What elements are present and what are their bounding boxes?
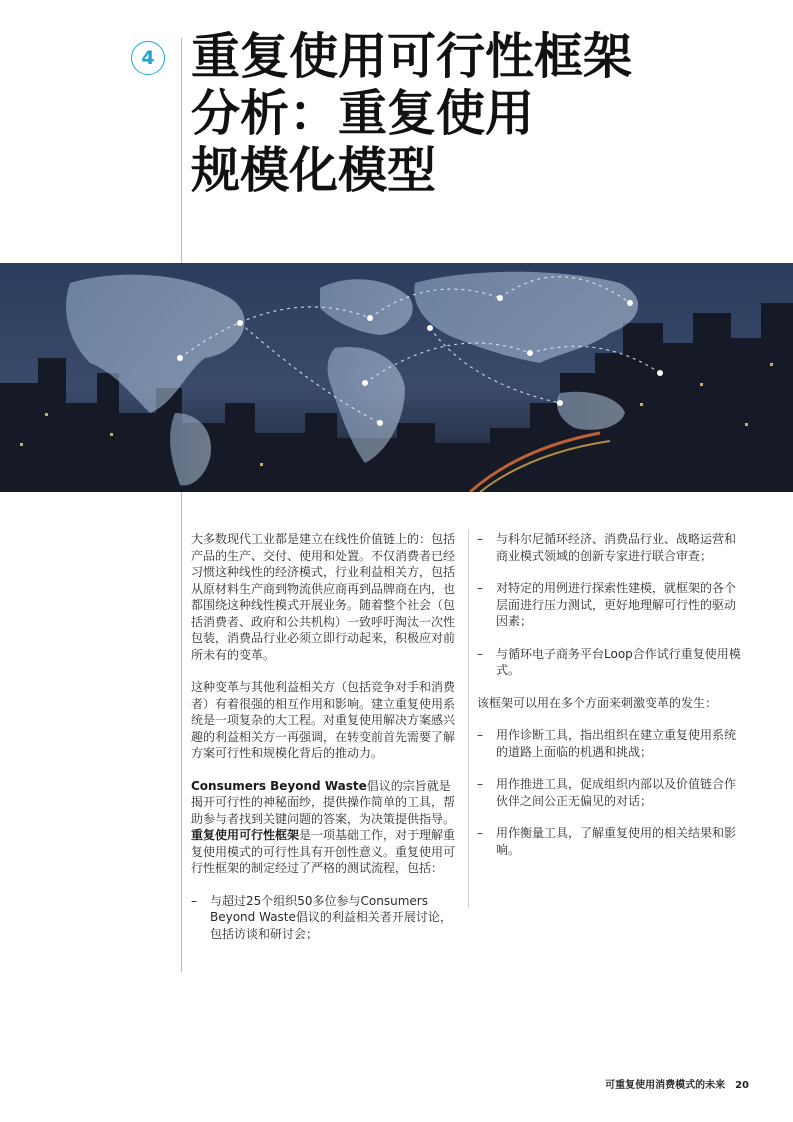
right-column — [477, 531, 745, 874]
hero-image — [0, 263, 793, 492]
dash-marker: – — [191, 893, 197, 908]
paragraph-uses-intro: 该框架可以用在多个方面来刺激变革的发生： — [477, 695, 718, 710]
divider-line-top — [181, 38, 182, 263]
title-line-3: 规模化模型 — [191, 142, 437, 199]
dash-marker: – — [477, 646, 483, 661]
dash-marker: – — [477, 728, 483, 742]
dash-marker: – — [477, 532, 483, 546]
divider-line-bottom — [181, 492, 182, 972]
page-footer — [605, 1076, 749, 1091]
dash-marker: – — [477, 581, 483, 595]
title-line-1: 重复使用可行性框架 — [191, 28, 633, 85]
framework-uses-list — [477, 727, 745, 858]
list-item — [477, 531, 745, 564]
column-divider — [468, 530, 469, 908]
list-item — [477, 727, 745, 760]
list-item-text: 与科尔尼循环经济、消费品行业、战略运营和商业模式领域的创新专家进行联合审查； — [496, 532, 737, 563]
list-item-text: 用作诊断工具，指出组织在建立重复使用系统的道路上面临的机遇和挑战； — [496, 728, 737, 759]
section-number-badge — [131, 41, 165, 75]
initiative-name: Consumers Beyond Waste — [191, 778, 367, 793]
section-number: 4 — [141, 47, 155, 69]
paragraph-initiative — [191, 778, 459, 877]
list-item — [477, 825, 745, 858]
list-item-text: 与超过25个组织50多位参与Consumers Beyond Waste倡议的利益相关者开展讨论，包括访谈和研讨会； — [210, 893, 452, 941]
initiative-text-2: 是一项基础工作，对于理解重复使用模式的可行性具有开创性意义。重复使用可行性框架的制定经过了严格的测试流程，包括： — [191, 828, 456, 875]
paragraph-intro: 大多数现代工业都是建立在线性价值链上的：包括产品的生产、交付、使用和处置。不仅消费者已经习惯这种线性的经济模式，行业利益相关方，包括从原材料生产商到物流供应商再到品牌商在内，也都围绕这种线性模式开展业务。随着整个社会（包括消费者、政府和公共机构）一致呼吁淘汰一次性包装，消费品行业必须立即行动起来，积极应对前所未有的变革。 — [191, 532, 456, 662]
list-item-text: 与循环电子商务平台Loop合作试行重复使用模式。 — [496, 646, 741, 677]
page-title — [191, 28, 751, 199]
list-item — [477, 776, 745, 809]
dash-marker: – — [477, 777, 483, 791]
testing-process-list — [191, 893, 459, 943]
list-item — [477, 580, 745, 630]
paragraph-stakeholders: 这种变革与其他利益相关方（包括竞争对手和消费者）有着很强的相互作用和影响。建立重复使用系统是一项复杂的大工程。对重复使用解决方案感兴趣的利益相关方一再强调，在转变前首先需要了解方案可行性和规模化背后的推动力。 — [191, 680, 456, 760]
framework-name: 重复使用可行性框架 — [191, 828, 300, 842]
list-item-text: 用作衡量工具，了解重复使用的相关结果和影响。 — [496, 826, 737, 857]
list-item — [191, 893, 459, 943]
title-line-2: 分析：重复使用 — [191, 85, 535, 142]
testing-process-list-continued — [477, 531, 745, 679]
list-item-text: 用作推进工具，促成组织内部以及价值链合作伙伴之间公正无偏见的对话； — [496, 777, 737, 808]
list-item-text: 对特定的用例进行探索性建模，就框架的各个层面进行压力测试，更好地理解可行性的驱动因素； — [496, 581, 737, 628]
footer-title: 可重复使用消费模式的未来 — [605, 1080, 726, 1091]
left-column — [191, 531, 459, 958]
page-number: 20 — [735, 1080, 749, 1091]
dash-marker: – — [477, 826, 483, 840]
list-item — [477, 646, 745, 679]
initiative-text-1: 倡议的宗旨就是揭开可行性的神秘面纱，提供操作简单的工具，帮助参与者找到关键问题的答案，为决策提供指导。 — [191, 778, 456, 826]
